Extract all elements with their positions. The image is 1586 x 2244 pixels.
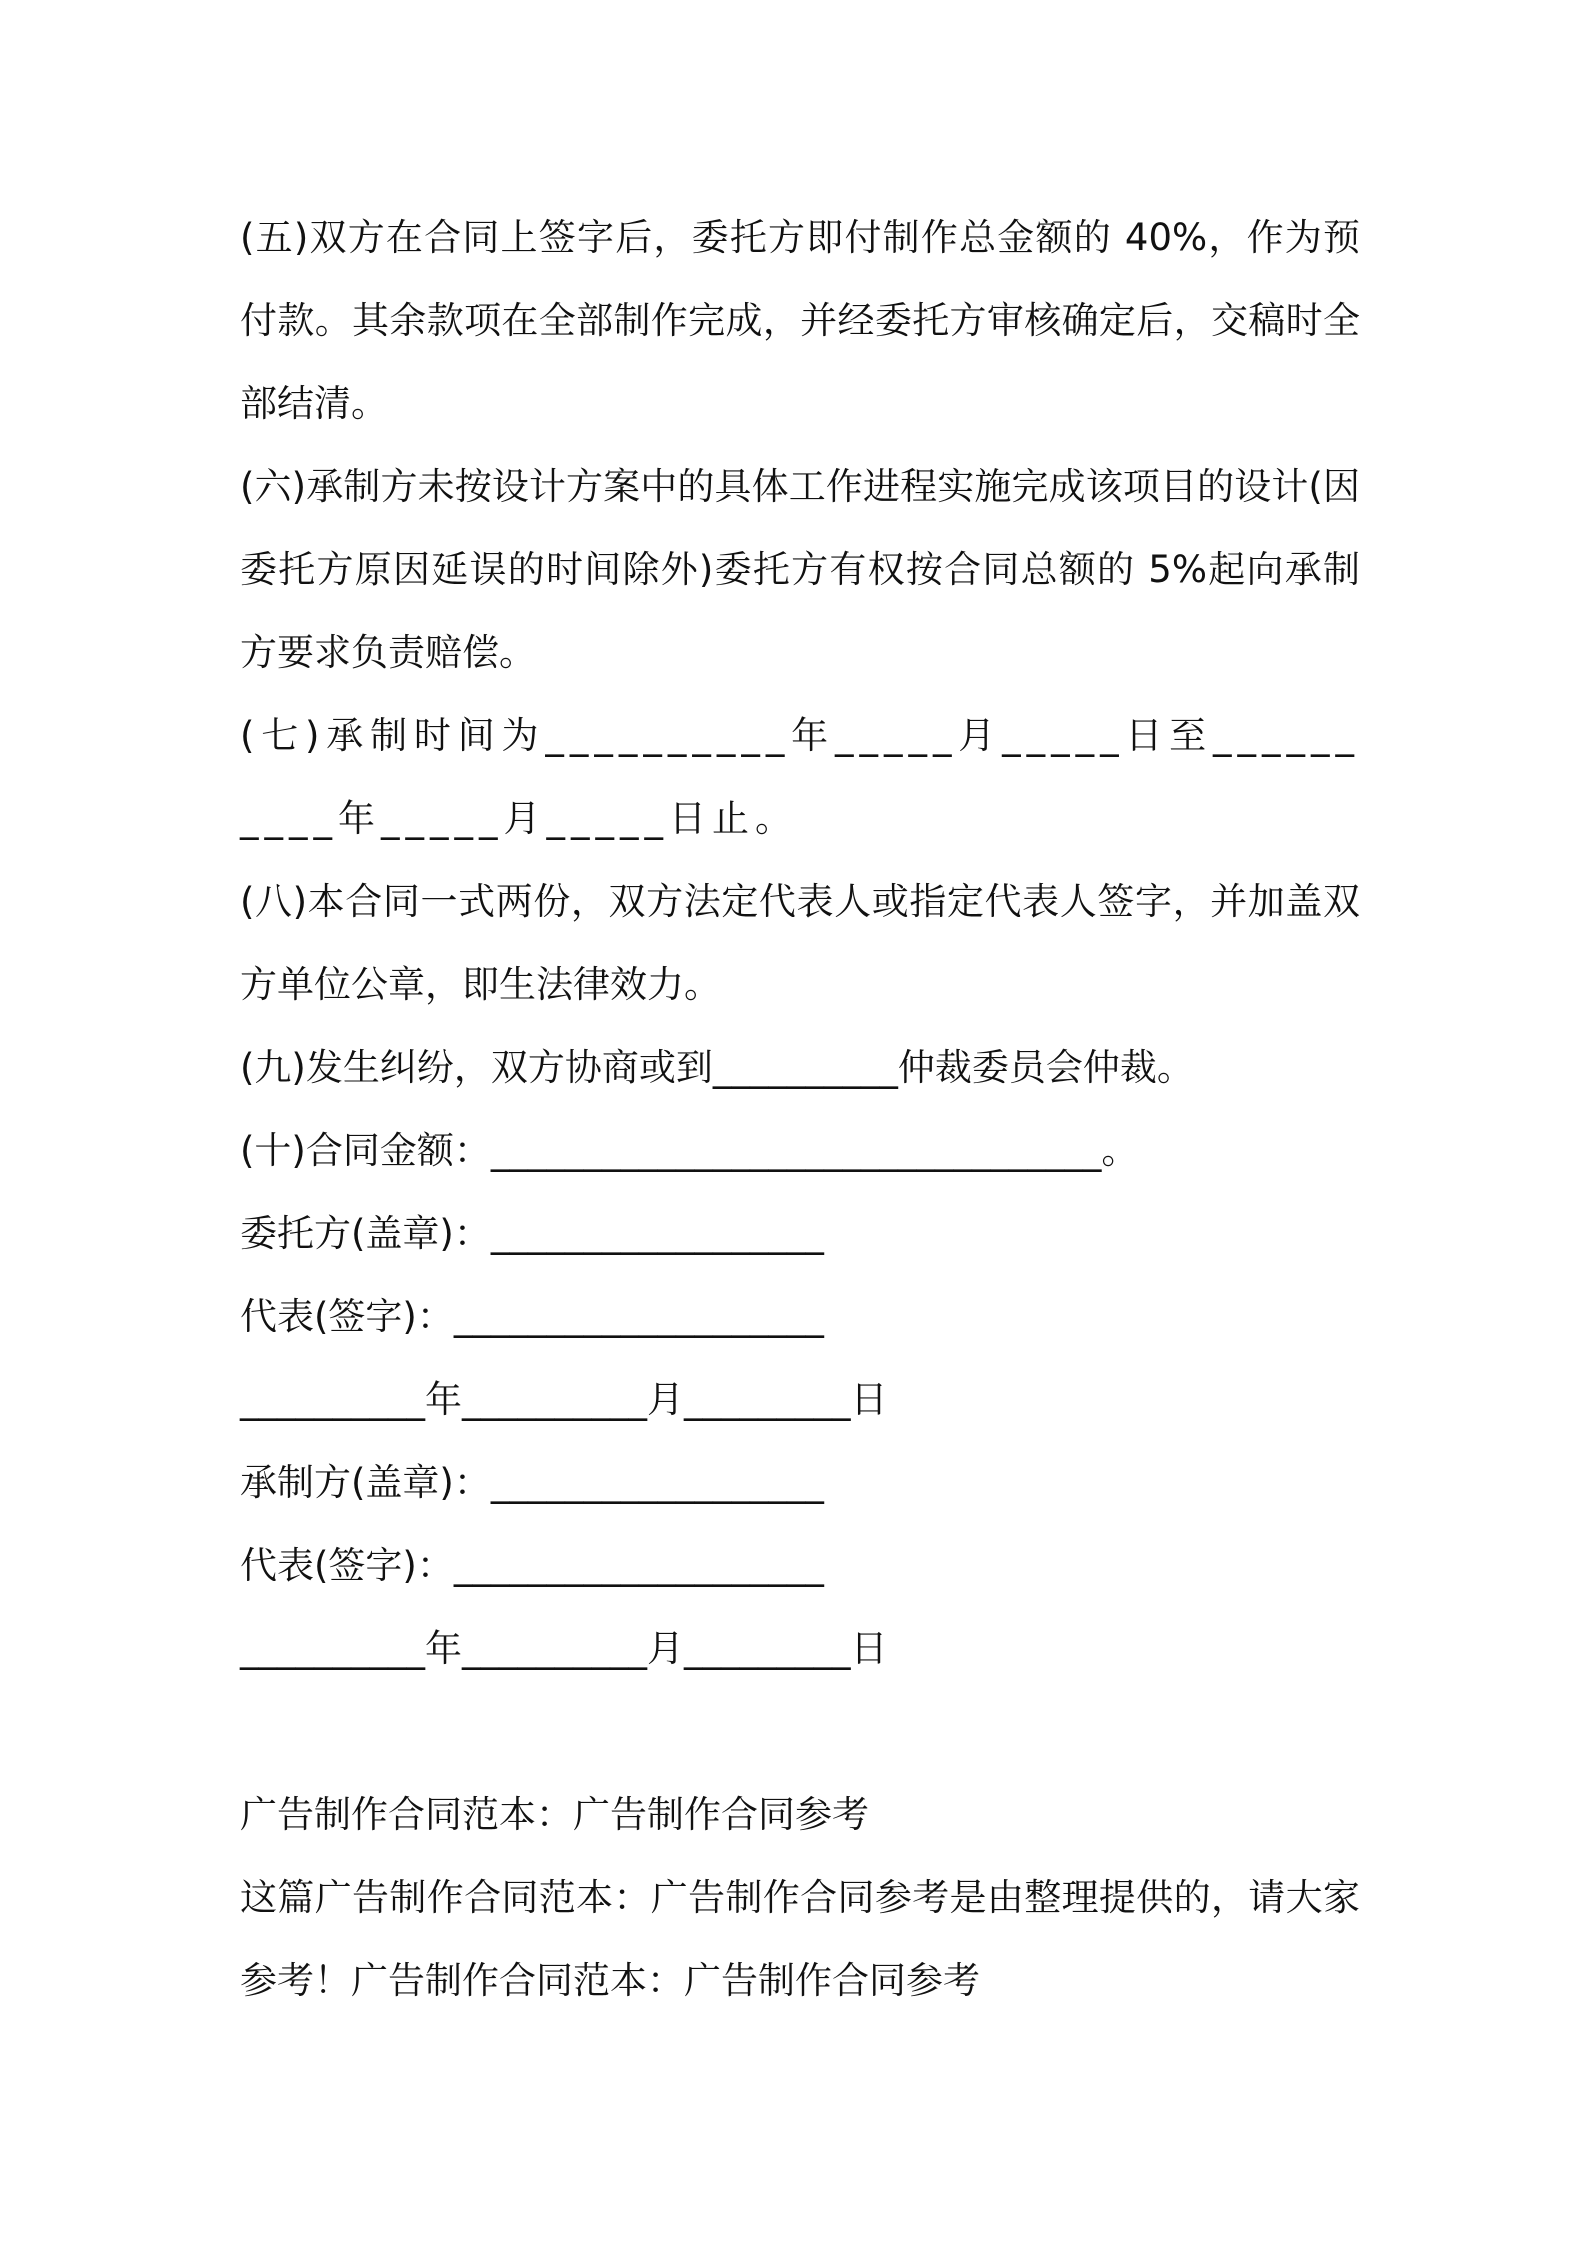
- clause-8-paragraph: (八)本合同一式两份，双方法定代表人或指定代表人签字，并加盖双方单位公章，即生法律效力。: [240, 880, 1360, 1006]
- contract-body: [240, 196, 1360, 2022]
- contractor-date-line: __________年__________月_________日: [240, 1627, 888, 1670]
- clause-6-paragraph: (六)承制方未按设计方案中的具体工作进程实施完成该项目的设计(因委托方原因延误的时间除外)委托方有权按合同总额的 5%起向承制方要求负责赔偿。: [240, 465, 1360, 674]
- clause-7-paragraph: (七)承制时间为__________年_____月_____日至__________年_____月_____日止。: [240, 714, 1360, 840]
- client-seal-line: 委托方(盖章)：__________________: [240, 1212, 824, 1255]
- contractor-representative-line: 代表(签字)：____________________: [240, 1544, 824, 1587]
- section-spacer: [240, 1690, 1360, 1773]
- footer-title: 广告制作合同范本：广告制作合同参考: [240, 1793, 869, 1836]
- clause-10-paragraph: (十)合同金额：_________________________________。: [240, 1129, 1139, 1172]
- footer-note: 这篇广告制作合同范本：广告制作合同参考是由整理提供的，请大家参考！广告制作合同范本：广告制作合同参考: [240, 1876, 1360, 2002]
- client-date-line: __________年__________月_________日: [240, 1378, 888, 1421]
- clause-5-paragraph: (五)双方在合同上签字后，委托方即付制作总金额的 40%，作为预付款。其余款项在全部制作完成，并经委托方审核确定后，交稿时全部结清。: [240, 216, 1360, 425]
- client-representative-line: 代表(签字)：____________________: [240, 1295, 824, 1338]
- contractor-seal-line: 承制方(盖章)：__________________: [240, 1461, 824, 1504]
- clause-9-paragraph: (九)发生纠纷，双方协商或到__________仲裁委员会仲裁。: [240, 1046, 1194, 1089]
